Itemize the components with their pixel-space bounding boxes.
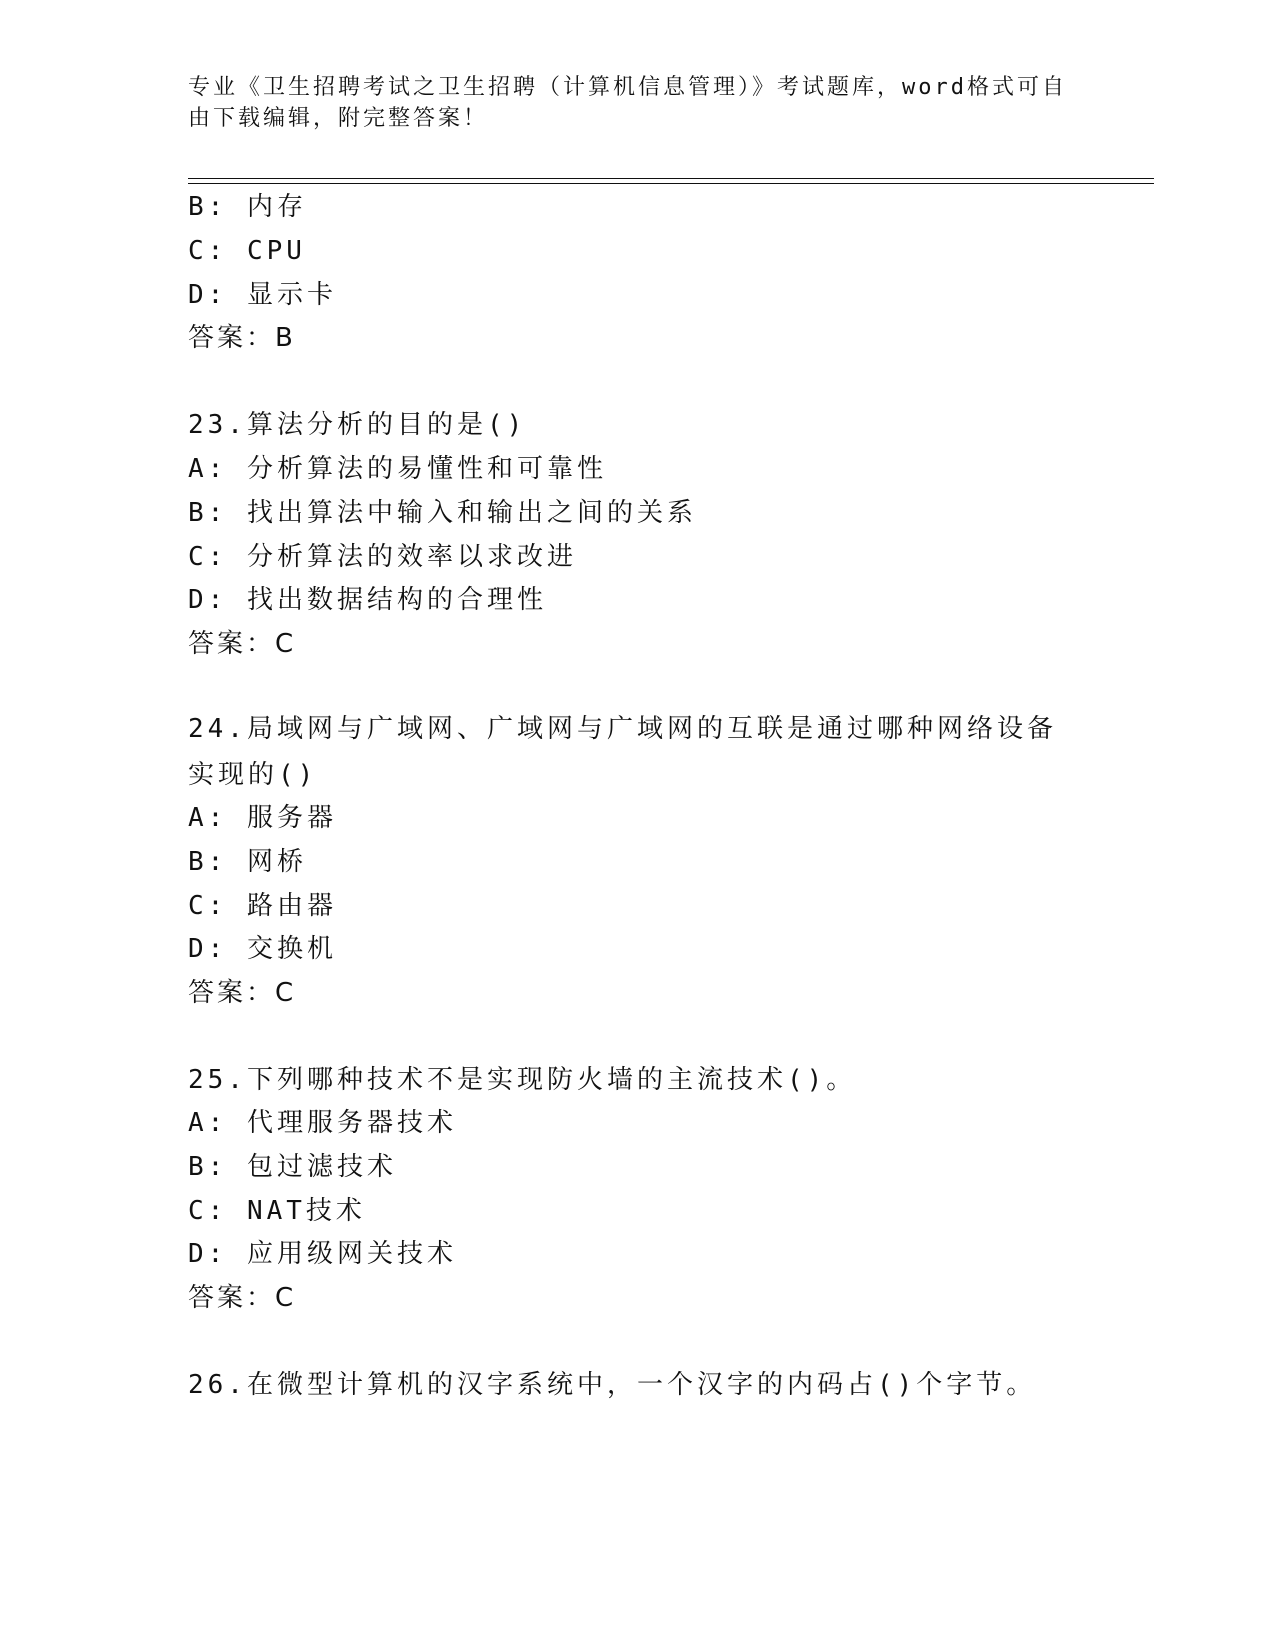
q24-option-c: C: 路由器 — [188, 891, 337, 921]
q24-question: 24.局域网与广域网、广域网与广域网的互联是通过哪种网络设备实现的() — [188, 714, 1057, 790]
q22-option-c: C: CPU — [188, 236, 306, 266]
header-divider-bottom — [188, 183, 1154, 184]
q23-question: 23.算法分析的目的是() — [188, 410, 527, 440]
q25-option-a: A: 代理服务器技术 — [188, 1108, 457, 1138]
q22-answer: 答案：B — [188, 323, 296, 353]
q23-option-c: C: 分析算法的效率以求改进 — [188, 542, 577, 572]
document-header: 专业《卫生招聘考试之卫生招聘（计算机信息管理）》考试题库，word格式可自由下载编辑，附完整答案！ — [188, 75, 1067, 131]
q22-option-d: D: 显示卡 — [188, 280, 337, 310]
q25-answer: 答案：C — [188, 1283, 297, 1313]
header-divider-top — [188, 178, 1154, 179]
q23-option-b: B: 找出算法中输入和输出之间的关系 — [188, 498, 697, 528]
q25-option-d: D: 应用级网关技术 — [188, 1239, 457, 1269]
q24-option-b: B: 网桥 — [188, 847, 307, 877]
q24-option-a: A: 服务器 — [188, 803, 337, 833]
q26-question: 26.在微型计算机的汉字系统中，一个汉字的内码占()个字节。 — [188, 1370, 1037, 1400]
q24-option-d: D: 交换机 — [188, 934, 337, 964]
q22-option-b: B: 内存 — [188, 192, 307, 222]
q23-option-d: D: 找出数据结构的合理性 — [188, 585, 547, 615]
q25-question: 25.下列哪种技术不是实现防火墙的主流技术()。 — [188, 1065, 857, 1095]
q24-answer: 答案：C — [188, 978, 297, 1008]
q25-option-c: C: NAT技术 — [188, 1196, 366, 1226]
q25-option-b: B: 包过滤技术 — [188, 1152, 397, 1182]
q23-answer: 答案：C — [188, 629, 297, 659]
q23-option-a: A: 分析算法的易懂性和可靠性 — [188, 454, 607, 484]
